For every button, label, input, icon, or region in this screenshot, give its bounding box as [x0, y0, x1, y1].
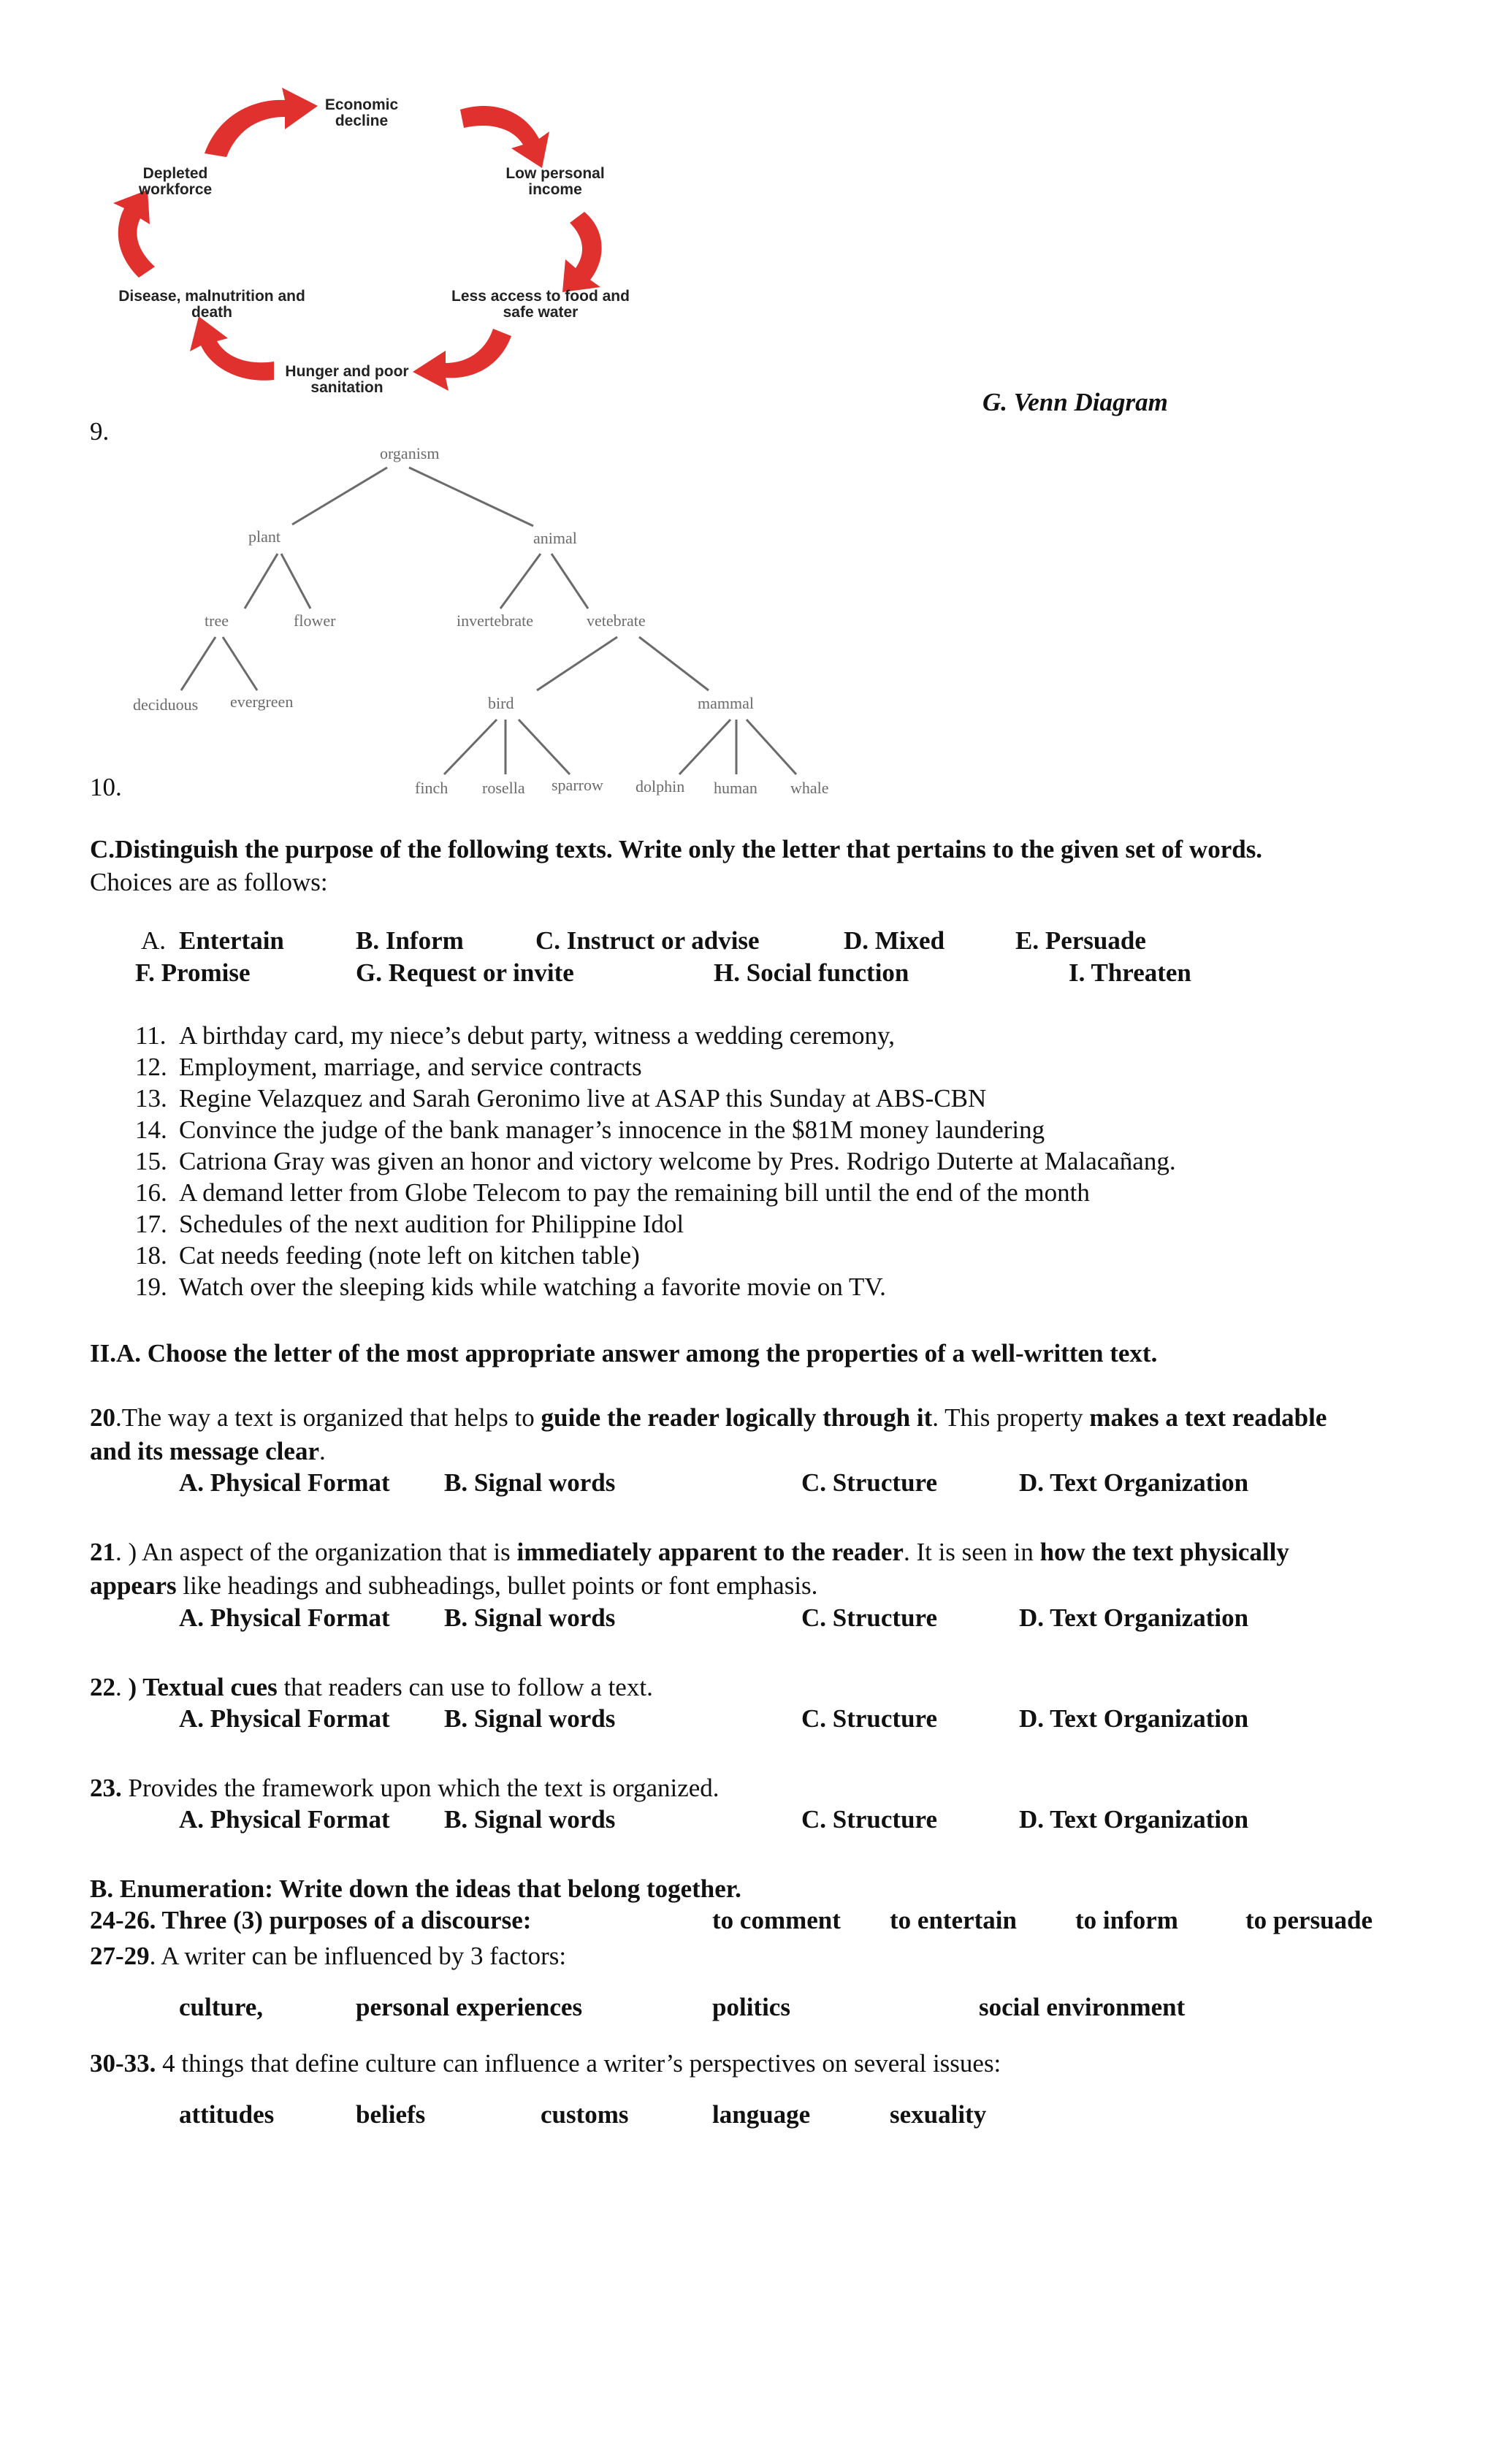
tree-node-whale: whale [790, 779, 829, 797]
choice-e: E. Persuade [1015, 926, 1146, 955]
choice-f: F. Promise [135, 958, 251, 987]
cycle-arrows [102, 84, 672, 405]
tree-node-flower: flower [294, 611, 336, 630]
section-c-heading: C.Distinguish the purpose of the following texts. Write only the letter that pertains to the given set of words. [90, 835, 1263, 863]
list-item: 18. Cat needs feeding (note left on kitchen table) [135, 1241, 640, 1270]
choice-g: G. Request or invite [356, 958, 574, 987]
choice-a: Entertain [179, 926, 284, 955]
cycle-node-disease: Disease, malnutrition and death [118, 288, 305, 321]
cycle-node-food-water: Less access to food and safe water [451, 288, 630, 321]
item-number-10: 10. [90, 773, 122, 801]
choice-i: I. Threaten [1069, 958, 1191, 987]
tree-node-animal: animal [533, 529, 577, 547]
cycle-arrow-2 [460, 106, 549, 168]
tree-node-finch: finch [415, 779, 449, 797]
section-b-heading: B. Enumeration: Write down the ideas that belong together. [90, 1874, 741, 1903]
tree-node-human: human [714, 779, 757, 797]
choice-d: D. Mixed [844, 926, 945, 955]
section-c-items [135, 1021, 1176, 1304]
tree-node-organism: organism [380, 444, 440, 462]
list-item: 12. Employment, marriage, and service contracts [135, 1053, 642, 1081]
cycle-diagram [102, 84, 672, 405]
choice-h: H. Social function [714, 958, 909, 987]
list-item: 15. Catriona Gray was given an honor and victory welcome by Pres. Rodrigo Duterte at Malacañang. [135, 1147, 1176, 1175]
tree-node-evergreen: evergreen [230, 693, 294, 711]
list-item: 17. Schedules of the next audition for Philippine Idol [135, 1210, 684, 1238]
item-number-9: 9. [90, 417, 110, 446]
question-23: 23. Provides the framework upon which the text is organized. [90, 1774, 720, 1802]
tree-node-sparrow: sparrow [552, 776, 603, 794]
section-c-choices-intro: Choices are as follows: [90, 868, 328, 896]
tree-diagram [124, 438, 847, 804]
list-item: 19. Watch over the sleeping kids while watching a favorite movie on TV. [135, 1273, 886, 1301]
list-item: 16. A demand letter from Globe Telecom to pay the remaining bill until the end of the month [135, 1178, 1090, 1207]
question-27-29: 27-29. A writer can be influenced by 3 factors: [90, 1942, 567, 1970]
choice-c: C. Instruct or advise [535, 926, 760, 955]
cycle-node-economic: Economic decline [324, 96, 399, 129]
tree-node-bird: bird [488, 694, 514, 712]
tree-node-plant: plant [248, 527, 280, 546]
venn-diagram-label: G. Venn Diagram [982, 388, 1168, 416]
question-22: 22. ) Textual cues that readers can use to follow a text. [90, 1673, 653, 1701]
question-21: 21. ) An aspect of the organization that is immediately apparent to the reader. It is seen in how the text physically [90, 1538, 1289, 1566]
list-item: 14. Convince the judge of the bank manager’s innocence in the $81M money laundering [135, 1115, 1045, 1144]
list-item: 13. Regine Velazquez and Sarah Geronimo live at ASAP this Sunday at ABS-CBN [135, 1084, 987, 1113]
cycle-node-hunger: Hunger and poor sanitation [285, 363, 409, 396]
cycle-node-workforce: Depleted workforce [138, 165, 213, 198]
question-30-33: 30-33. 4 things that define culture can influence a writer’s perspectives on several issues: [90, 2049, 1001, 2078]
cycle-arrow-5 [190, 316, 274, 381]
question-20: 20.The way a text is organized that helps to guide the reader logically through it. This property makes a text readable [90, 1403, 1327, 1432]
section-iia-heading: II.A. Choose the letter of the most appropriate answer among the properties of a well-written text. [90, 1339, 1158, 1368]
list-item: 11. A birthday card, my niece’s debut party, witness a wedding ceremony, [135, 1021, 896, 1050]
cycle-arrow-3 [562, 212, 602, 292]
cycle-arrow-1 [205, 88, 318, 157]
tree-node-rosella: rosella [482, 779, 525, 797]
cycle-node-income: Low personal income [505, 165, 605, 198]
choice-b: B. Inform [356, 926, 464, 955]
tree-node-tree: tree [205, 611, 229, 630]
question-20-cont: and its message clear. [90, 1437, 326, 1465]
question-21-cont: appears like headings and subheadings, bullet points or font emphasis. [90, 1571, 818, 1600]
cycle-arrow-4 [413, 329, 511, 391]
tree-node-dolphin: dolphin [636, 777, 685, 796]
tree-node-invertebrate: invertebrate [457, 611, 534, 630]
choice-a-letter: A. [141, 926, 167, 955]
tree-node-mammal: mammal [698, 694, 754, 712]
cycle-arrow-6 [113, 190, 155, 278]
tree-node-deciduous: deciduous [133, 695, 199, 714]
tree-node-vetebrate: vetebrate [587, 611, 646, 630]
